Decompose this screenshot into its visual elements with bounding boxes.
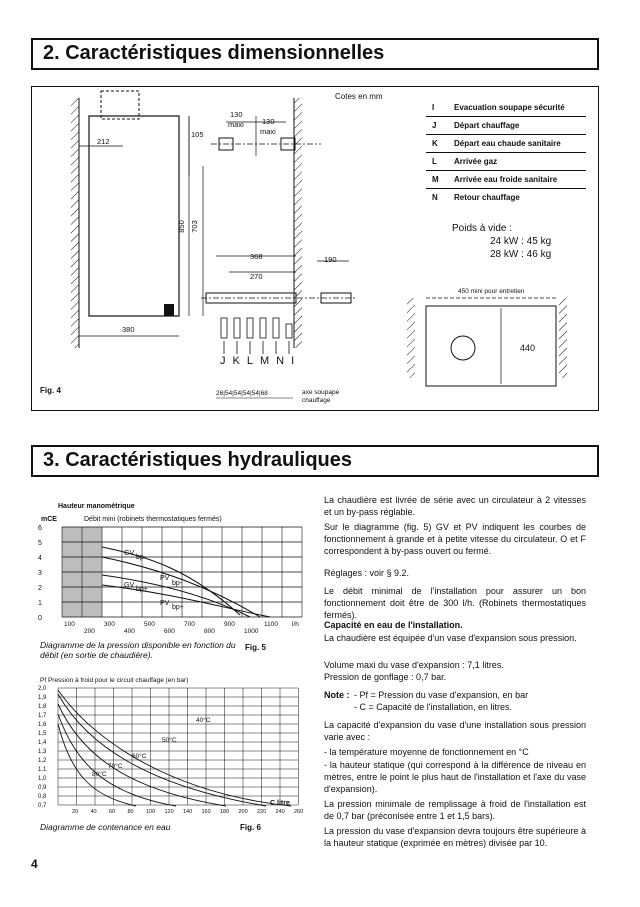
connection-legend xyxy=(426,99,586,206)
fig6-xtick: 100 xyxy=(146,809,156,815)
dim-maxi-a: maxi xyxy=(228,120,244,129)
section-2-title: 2. Caractéristiques dimensionnelles xyxy=(43,42,385,64)
fig5-xtick: 900 xyxy=(224,621,235,628)
fig5-unit: mCE xyxy=(41,516,57,523)
dim-703: 703 xyxy=(189,220,199,233)
page-number: 4 xyxy=(31,857,38,871)
fig5-xtick: 700 xyxy=(184,621,195,628)
fig6-ytick: 2,0 xyxy=(38,686,47,692)
fig5-xtick: 1100 xyxy=(264,621,278,628)
fig5-xtick: 600 xyxy=(164,628,175,635)
legend-row: K Départ eau chaude sanitaire xyxy=(426,135,586,153)
legend-row: I Evacuation soupape sécurité xyxy=(426,99,586,117)
fig6-ytick: 1,8 xyxy=(38,704,47,710)
dim-440: 440 xyxy=(520,343,536,353)
fig6-ytick: 0,7 xyxy=(38,803,47,809)
fig6-title: Pf Pression à froid pour le circuit chauffage (en bar) xyxy=(40,677,189,684)
fig6-ytick: 1,6 xyxy=(38,722,47,728)
units-note: Cotes en mm xyxy=(335,92,383,101)
fig5-ytick: 6 xyxy=(38,525,42,532)
fig5-ytick: 4 xyxy=(38,555,42,562)
fig6-ytick: 1,4 xyxy=(38,740,47,746)
weight-block: Poids à vide : 24 kW : 45 kg 28 kW : 46 kg xyxy=(452,223,552,260)
fig6-x-unit: C litre xyxy=(270,800,290,807)
fig6-xtick: 160 xyxy=(201,809,211,815)
fig6-ytick: 1,5 xyxy=(38,731,47,737)
para-9: La pression minimale de remplissage à froid de l'installation est de 0,7 bar (préconisée entre 1 et 1,5 bars). xyxy=(324,799,586,822)
dim-368: 368 xyxy=(250,252,263,261)
para-10: La pression du vase d'expansion devra toujours être supérieure à la hauteur statique (exprimée en mètres) divisée par 10. xyxy=(324,826,586,849)
curve-label-bp: bp- xyxy=(136,554,147,561)
curve-label-gv: GV xyxy=(124,550,135,557)
fig5-ytick: 3 xyxy=(38,570,42,577)
fig6-xtick: 200 xyxy=(238,809,248,815)
curve-label-gv: GV xyxy=(124,582,135,589)
para-7: Pression de gonflage : 0,7 bar. xyxy=(324,672,447,682)
fig5-xtick: 400 xyxy=(124,628,135,635)
fig6-xtick: 240 xyxy=(275,809,285,815)
fig5-title: Hauteur manométrique xyxy=(58,503,135,510)
fig6-curve-label: 50°C xyxy=(162,737,177,744)
dim-130b: 130 xyxy=(262,117,275,126)
fig5-label: Fig. 5 xyxy=(245,643,266,652)
fig5-chart xyxy=(40,525,310,635)
fig6-xtick: 180 xyxy=(220,809,230,815)
fig6-xtick: 20 xyxy=(72,809,79,815)
fig6-ytick: 0,9 xyxy=(38,785,47,791)
legend-row: M Arrivée eau froide sanitaire xyxy=(426,171,586,189)
fig6-ytick: 0,8 xyxy=(38,794,47,800)
para-8: La capacité d'expansion du vase d'une installation sous pression varie avec : xyxy=(324,720,586,743)
fig6-ytick: 1,7 xyxy=(38,713,47,719)
fig5-ytick: 0 xyxy=(38,615,42,622)
dim-380: 380 xyxy=(122,325,135,334)
para-1: La chaudière est livrée de série avec un circulateur à 2 vitesses et un by-pass réglable. xyxy=(324,495,586,518)
fig6-curve-label: 80°C xyxy=(92,771,107,778)
fig6-curve-label: 60°C xyxy=(132,753,147,760)
curve-label-bp: bp+ xyxy=(172,604,184,611)
section-3-header xyxy=(31,445,599,477)
fig6-label: Fig. 6 xyxy=(240,823,261,832)
connection-letters: JKLMNI xyxy=(220,355,302,367)
bottom-dims: 26|54|54|54|54|68 xyxy=(216,390,268,397)
fig5-xtick: 100 xyxy=(64,621,75,628)
fig5-ytick: 5 xyxy=(38,540,42,547)
fig5-xtick: 300 xyxy=(104,621,115,628)
fig5-caption: Diagramme de la pression disponible en fonction du débit (en sortie de chaudière). xyxy=(40,640,236,660)
left-wall xyxy=(71,98,79,348)
valve-axis-note: axe soupape chauffage xyxy=(302,389,340,404)
dim-212: 212 xyxy=(97,137,110,146)
fig5-min-note: Débit mini (robinets thermostatiques fermés) xyxy=(84,516,222,523)
fig6-xtick: 40 xyxy=(90,809,97,815)
dim-850: 850 xyxy=(176,220,186,233)
fig5-xtick: 1000 xyxy=(244,628,259,635)
fig6-ytick: 1,3 xyxy=(38,749,47,755)
fig6-xtick: 120 xyxy=(164,809,174,815)
curve-label-bp: bp+ xyxy=(136,586,148,593)
clearance-note: 450 mini pour entretien xyxy=(458,288,525,295)
legend-row: L Arrivée gaz xyxy=(426,153,586,171)
para-3: Réglages : voir § 9.2. xyxy=(324,568,410,578)
fig6-ytick: 1,1 xyxy=(38,767,47,773)
dim-maxi-b: maxi xyxy=(260,127,276,136)
legend-row: N Retour chauffage xyxy=(432,193,520,202)
fig5-ytick: 1 xyxy=(38,600,42,607)
para-5: La chaudière est équipée d'un vase d'expansion sous pression. xyxy=(324,633,577,643)
fig5-xtick: 200 xyxy=(84,628,95,635)
legend-row: J Départ chauffage xyxy=(426,117,586,135)
fig6-xtick: 80 xyxy=(127,809,134,815)
note-label: Note : xyxy=(324,690,350,700)
fig4-label: Fig. 4 xyxy=(40,386,61,395)
fig5-xunit: l/h xyxy=(292,621,299,628)
fig5-ytick: 2 xyxy=(38,585,42,592)
fig6-xtick: 260 xyxy=(294,809,304,815)
fig6-caption: Diagramme de contenance en eau xyxy=(40,822,171,832)
para-6: Volume maxi du vase d'expansion : 7,1 litres. xyxy=(324,660,504,670)
curve-label-pv: PV xyxy=(160,575,170,582)
fig6-ytick: 1,2 xyxy=(38,758,47,764)
curve-label-pv: PV xyxy=(160,600,170,607)
fig6-ytick: 1,0 xyxy=(38,776,47,782)
section-2-header xyxy=(31,38,599,70)
para-2: Sur le diagramme (fig. 5) GV et PV indiquent les courbes de fonctionnement à grande et à petite vitesse du circulateur. O et F correspondent à by-pass ouvert ou fermé. xyxy=(324,522,586,557)
curve-label-bp: bp- xyxy=(172,580,183,587)
dim-105: 105 xyxy=(191,130,204,139)
fig6-curve-label: 40°C xyxy=(196,717,211,724)
fig6-xtick: 140 xyxy=(183,809,193,815)
fig5-xtick: 800 xyxy=(204,628,215,635)
para-4: Le débit minimal de l'installation pour assurer un bon fonctionnement doit être de 300 l/h. (Robinets thermostatiques fermés). xyxy=(324,586,586,621)
dim-130a: 130 xyxy=(230,110,243,119)
fig6-chart xyxy=(36,684,306,818)
note-1: - Pf = Pression du vase d'expansion, en bar xyxy=(354,690,529,700)
heading-capacity: Capacité en eau de l'installation. xyxy=(324,620,463,630)
note-2: - C = Capacité de l'installation, en litres. xyxy=(354,702,513,712)
fig5-xtick: 500 xyxy=(144,621,155,628)
dim-190: 190 xyxy=(324,255,337,264)
fig6-xtick: 60 xyxy=(109,809,116,815)
flue-outline xyxy=(101,91,139,119)
fig6-ytick: 1,9 xyxy=(38,695,47,701)
dim-270: 270 xyxy=(250,272,263,281)
fig6-curve-label: 70°C xyxy=(108,763,123,770)
bullet-2: - la hauteur statique (qui correspond à la différence de niveau en mètres, entre le point le plus haut de l'installation et l'axe du vase d'expansion). xyxy=(324,760,586,795)
bullet-1: - la température moyenne de fonctionnement en °C xyxy=(324,747,529,757)
fig6-xtick: 220 xyxy=(257,809,267,815)
section-3-title: 3. Caractéristiques hydrauliques xyxy=(43,449,353,471)
